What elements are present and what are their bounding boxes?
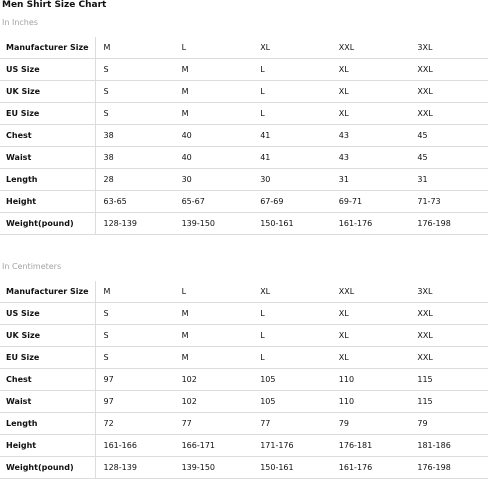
table-cell: 77 xyxy=(252,413,331,435)
table-cell: 28 xyxy=(95,169,174,191)
row-label: UK Size xyxy=(0,325,95,347)
table-cell: 128-139 xyxy=(95,213,174,235)
row-label: Waist xyxy=(0,391,95,413)
table-cell: 171-176 xyxy=(252,435,331,457)
table-cell: 40 xyxy=(174,125,253,147)
table-cell: 161-176 xyxy=(331,213,410,235)
table-row xyxy=(0,457,488,479)
row-label: Height xyxy=(0,435,95,457)
inches-size-table xyxy=(0,37,488,235)
table-cell: 41 xyxy=(252,147,331,169)
row-label: Height xyxy=(0,191,95,213)
table-cell: L xyxy=(174,37,253,59)
table-cell: 30 xyxy=(252,169,331,191)
table-cell: 150-161 xyxy=(252,457,331,479)
table-cell: 105 xyxy=(252,391,331,413)
row-label: Weight(pound) xyxy=(0,457,95,479)
table-row xyxy=(0,191,488,213)
table-row xyxy=(0,413,488,435)
table-cell: 79 xyxy=(409,413,488,435)
table-cell: S xyxy=(95,303,174,325)
table-cell: 43 xyxy=(331,147,410,169)
table-cell: 176-198 xyxy=(409,213,488,235)
table-cell: 77 xyxy=(174,413,253,435)
table-cell: M xyxy=(174,303,253,325)
table-cell: 3XL xyxy=(409,37,488,59)
table-cell: XL xyxy=(331,81,410,103)
table-cell: XXL xyxy=(331,281,410,303)
table-row xyxy=(0,435,488,457)
table-cell: 161-176 xyxy=(331,457,410,479)
table-row xyxy=(0,169,488,191)
table-cell: 139-150 xyxy=(174,457,253,479)
table-cell: 110 xyxy=(331,391,410,413)
table-row xyxy=(0,391,488,413)
table-cell: L xyxy=(252,325,331,347)
table-cell: XL xyxy=(331,325,410,347)
table-cell: 115 xyxy=(409,391,488,413)
table-cell: 150-161 xyxy=(252,213,331,235)
table-cell: XL xyxy=(331,347,410,369)
centimeters-section-caption: In Centimeters xyxy=(2,262,62,271)
table-cell: 105 xyxy=(252,369,331,391)
table-cell: XXL xyxy=(409,59,488,81)
table-cell: 65-67 xyxy=(174,191,253,213)
table-cell: S xyxy=(95,59,174,81)
table-cell: 176-181 xyxy=(331,435,410,457)
row-label: Chest xyxy=(0,125,95,147)
row-label: Length xyxy=(0,169,95,191)
table-row xyxy=(0,303,488,325)
table-row xyxy=(0,103,488,125)
table-cell: M xyxy=(174,103,253,125)
table-cell: L xyxy=(252,81,331,103)
table-cell: 45 xyxy=(409,147,488,169)
table-cell: 97 xyxy=(95,369,174,391)
table-cell: 97 xyxy=(95,391,174,413)
table-cell: M xyxy=(174,81,253,103)
page-title: Men Shirt Size Chart xyxy=(2,0,107,10)
table-cell: 161-166 xyxy=(95,435,174,457)
table-cell: L xyxy=(252,303,331,325)
row-label: EU Size xyxy=(0,103,95,125)
table-cell: XXL xyxy=(409,303,488,325)
table-cell: 40 xyxy=(174,147,253,169)
table-row xyxy=(0,325,488,347)
table-cell: 139-150 xyxy=(174,213,253,235)
centimeters-table-body xyxy=(0,281,488,479)
table-cell: XL xyxy=(331,59,410,81)
table-cell: 166-171 xyxy=(174,435,253,457)
table-cell: S xyxy=(95,347,174,369)
table-cell: M xyxy=(95,37,174,59)
row-label: Manufacturer Size xyxy=(0,281,95,303)
row-label: US Size xyxy=(0,303,95,325)
table-cell: M xyxy=(95,281,174,303)
table-cell: 69-71 xyxy=(331,191,410,213)
table-cell: 43 xyxy=(331,125,410,147)
row-label: Weight(pound) xyxy=(0,213,95,235)
table-cell: 72 xyxy=(95,413,174,435)
row-label: US Size xyxy=(0,59,95,81)
table-cell: XL xyxy=(331,103,410,125)
row-label: Manufacturer Size xyxy=(0,37,95,59)
table-cell: 45 xyxy=(409,125,488,147)
table-row xyxy=(0,59,488,81)
row-label: EU Size xyxy=(0,347,95,369)
table-cell: 38 xyxy=(95,147,174,169)
table-cell: XL xyxy=(252,37,331,59)
table-cell: 102 xyxy=(174,369,253,391)
table-cell: 176-198 xyxy=(409,457,488,479)
table-cell: 31 xyxy=(331,169,410,191)
table-cell: 38 xyxy=(95,125,174,147)
table-cell: XXL xyxy=(331,37,410,59)
table-cell: L xyxy=(252,103,331,125)
table-cell: 102 xyxy=(174,391,253,413)
table-cell: 31 xyxy=(409,169,488,191)
table-cell: XXL xyxy=(409,81,488,103)
table-cell: L xyxy=(252,59,331,81)
table-cell: 63-65 xyxy=(95,191,174,213)
table-row xyxy=(0,81,488,103)
table-cell: L xyxy=(174,281,253,303)
table-cell: M xyxy=(174,325,253,347)
table-cell: S xyxy=(95,325,174,347)
table-cell: XXL xyxy=(409,325,488,347)
centimeters-size-table xyxy=(0,281,488,479)
table-cell: S xyxy=(95,81,174,103)
table-row xyxy=(0,369,488,391)
table-cell: XXL xyxy=(409,347,488,369)
table-cell: 67-69 xyxy=(252,191,331,213)
table-row xyxy=(0,37,488,59)
inches-table-body xyxy=(0,37,488,235)
table-cell: 181-186 xyxy=(409,435,488,457)
table-cell: 30 xyxy=(174,169,253,191)
table-cell: 115 xyxy=(409,369,488,391)
table-row xyxy=(0,125,488,147)
table-row xyxy=(0,347,488,369)
table-cell: XXL xyxy=(409,103,488,125)
table-cell: XL xyxy=(252,281,331,303)
table-cell: 128-139 xyxy=(95,457,174,479)
table-cell: XL xyxy=(331,303,410,325)
table-cell: M xyxy=(174,59,253,81)
table-cell: 41 xyxy=(252,125,331,147)
table-row xyxy=(0,213,488,235)
table-cell: 110 xyxy=(331,369,410,391)
row-label: Waist xyxy=(0,147,95,169)
inches-section-caption: In Inches xyxy=(2,18,38,27)
table-cell: 3XL xyxy=(409,281,488,303)
table-cell: 79 xyxy=(331,413,410,435)
table-row xyxy=(0,281,488,303)
row-label: Length xyxy=(0,413,95,435)
row-label: Chest xyxy=(0,369,95,391)
row-label: UK Size xyxy=(0,81,95,103)
table-cell: 71-73 xyxy=(409,191,488,213)
table-cell: L xyxy=(252,347,331,369)
table-cell: S xyxy=(95,103,174,125)
table-cell: M xyxy=(174,347,253,369)
table-row xyxy=(0,147,488,169)
